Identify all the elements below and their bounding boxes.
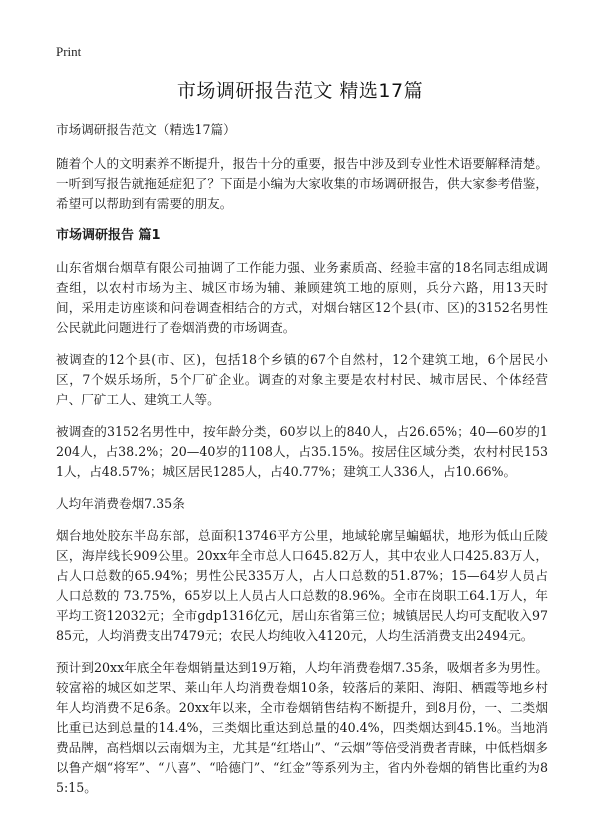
paragraph-survey-scope: 被调查的12个县(市、区)，包括18个乡镇的67个自然村，12个建筑工地，6个居民小区，7个娱乐场所，5个厂矿企业。调查的对象主要是农村村民、城市居民、个体经营户、厂矿工人、建筑工人等。 xyxy=(56,352,548,407)
print-link[interactable]: Print xyxy=(56,44,82,59)
paragraph-survey-demographics: 被调查的3152名男性中，按年龄分类，60岁以上的840人，占26.65%；40—60岁的1204人，占38.2%；20—40岁的1108人，占35.15%。按居住区域分类，农村村民1531人，占48.57%；城区居民1285人，占40.77%；建筑工人336人，占10.66%。 xyxy=(56,424,548,479)
page-title: 市场调研报告范文 精选17篇 xyxy=(176,80,424,102)
intro-paragraph: 随着个人的文明素养不断提升，报告十分的重要，报告中涉及到专业性术语要解释清楚。一听到写报告就拖延症犯了？下面是小编为大家收集的市场调研报告，供大家参考借鉴，希望可以帮助到有需要的朋友。 xyxy=(56,156,548,211)
subheading-consumption: 人均年消费卷烟7.35条 xyxy=(56,496,185,511)
paragraph-yantai-overview: 烟台地处胶东半岛东部，总面积13746平方公里，地域轮廓呈蝙蝠状，地形为低山丘陵区，海岸线长909公里。20xx年全市总人口645.82万人，其中农业人口425.83万人，占人口总数的65.94%；男性公民335万人，占人口总数的51.87%；15—64岁人员占人口总数的 73.75%，65岁以上人员占人口总数的8.96%。全市在岗职工64.1万人，年平均工资12032元；全市gdp1316亿元，居山东省第三位；城镇居民人均可支配收入9785元，人均消费支出7479元；农民人均纯收入4120元，人均生活消费支出2494元。 xyxy=(56,528,548,643)
paragraph-survey-team: 山东省烟台烟草有限公司抽调了工作能力强、业务素质高、经验丰富的18名同志组成调查组，以农村市场为主、城区市场为辅、兼顾建筑工地的原则，兵分六路，用13天时间，采用走访座谈和问卷调查相结合的方式，对烟台辖区12个县(市、区)的3152名男性公民就此问题进行了卷烟消费的市场调查。 xyxy=(56,260,548,335)
article-subtitle: 市场调研报告范文（精选17篇） xyxy=(56,122,236,137)
article-body xyxy=(56,120,548,810)
paragraph-sales-forecast: 预计到20xx年底全年卷烟销量达到19万箱，人均年消费卷烟7.35条，吸烟者多为男性。较富裕的城区如芝罘、莱山年人均消费卷烟10条，较落后的莱阳、海阳、栖霞等地乡村年人均消费不足6条。20xx年以来，全市卷烟销售结构不断提升，到8月份，一、二类烟比重已达到总量的14.4%，三类烟比重达到总量的40.4%，四类烟达到45.1%。当地消费品牌，高档烟以云南烟为主，尤其是“红塔山”、“云烟”等倍受消费者青睐，中低档烟多以鲁产烟“将军”、“八喜”、“哈德门”、“红金”等系列为主，省内外卷烟的销售比重约为85:15。 xyxy=(56,660,548,795)
section-heading: 市场调研报告 篇1 xyxy=(56,228,161,243)
